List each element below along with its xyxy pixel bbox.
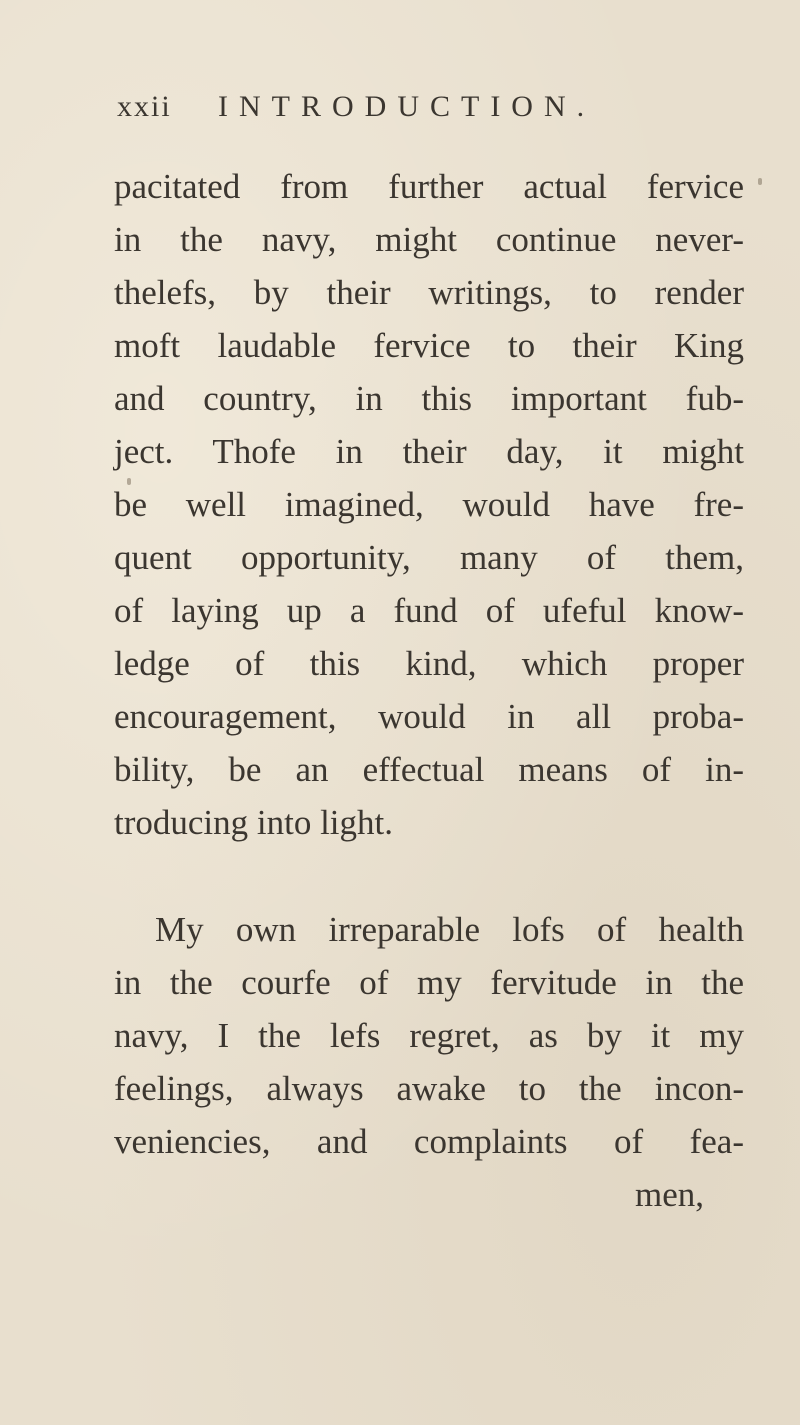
text-line: in the navy, might continue never- — [114, 220, 744, 259]
text-line: moft laudable fervice to their King — [114, 326, 744, 365]
paragraph-gap — [114, 849, 744, 903]
text-line: veniencies, and complaints of fea- — [114, 1122, 744, 1161]
text-line: ledge of this kind, which proper — [114, 644, 744, 683]
text-line: ject. Thofe in their day, it might — [114, 432, 744, 471]
text-line: and country, in this important fub- — [114, 379, 744, 418]
running-title: INTRODUCTION. — [218, 90, 596, 123]
text-line: troducing into light. — [114, 803, 394, 842]
text-line: bility, be an effectual means of in- — [114, 750, 744, 789]
ink-speck — [758, 178, 762, 185]
text-line: quent opportunity, many of them, — [114, 538, 744, 577]
text-line: pacitated from further actual fervice — [114, 167, 744, 206]
page-number: xxii — [117, 90, 172, 123]
text-line: My own irreparable lofs of health — [155, 910, 744, 949]
text-line: in the courfe of my fervitude in the — [114, 963, 744, 1002]
running-head — [117, 90, 637, 134]
text-line: navy, I the lefs regret, as by it my — [114, 1016, 744, 1055]
text-line: thelefs, by their writings, to render — [114, 273, 744, 312]
text-line: be well imagined, would have fre- — [114, 485, 744, 524]
ink-speck — [127, 478, 131, 485]
paragraph-1 — [114, 160, 744, 849]
text-line: feelings, always awake to the incon- — [114, 1069, 744, 1108]
paragraph-2 — [114, 903, 744, 1168]
text-line: of laying up a fund of ufeful know- — [114, 591, 744, 630]
catchword: men, — [634, 1175, 704, 1214]
text-line: encouragement, would in all proba- — [114, 697, 744, 736]
text-body — [114, 160, 744, 1221]
